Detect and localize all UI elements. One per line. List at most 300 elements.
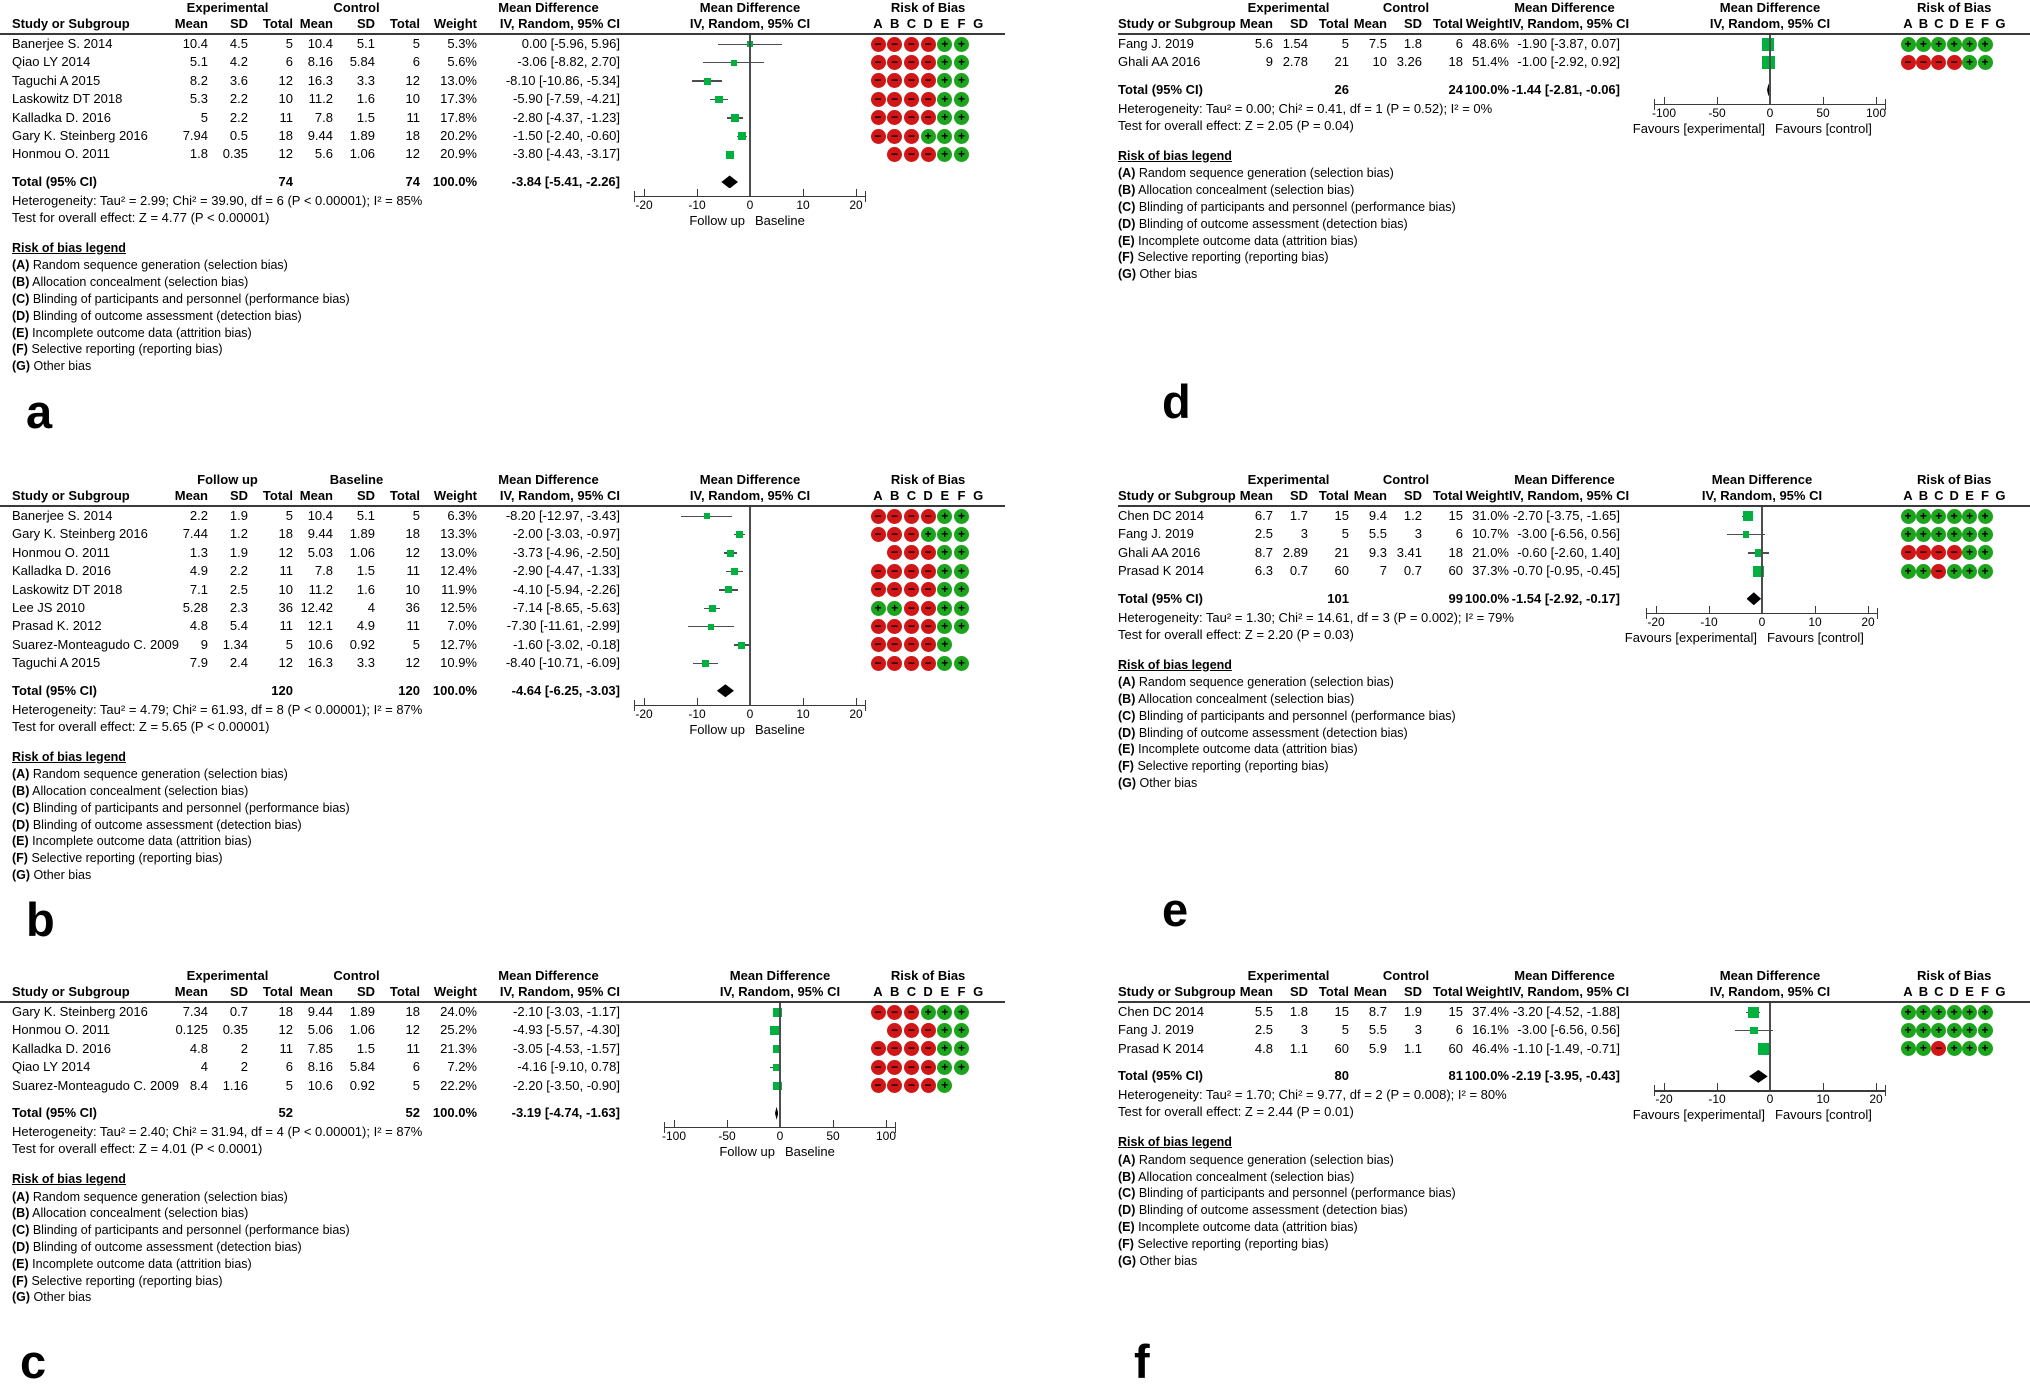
experimental-group-header: Follow up bbox=[197, 472, 258, 487]
rob-column-letter-F: F bbox=[1981, 983, 1989, 999]
col-header-sd2: SD bbox=[356, 15, 375, 31]
rob-dot-E-low: + bbox=[937, 147, 952, 162]
x-axis-tick-label: 10 bbox=[1816, 1092, 1830, 1107]
md-ci-text: -4.10 [-5.94, -2.26] bbox=[513, 581, 620, 597]
heterogeneity-text: Heterogeneity: Tau² = 1.30; Chi² = 14.61, df = 3 (P = 0.002); I² = 79% bbox=[1118, 609, 1514, 625]
rob-dot-D-low: + bbox=[1947, 37, 1962, 52]
rob-legend-key: (D) bbox=[1118, 216, 1136, 231]
col-header-m1: Mean bbox=[174, 983, 208, 999]
ctl-mean: 12.42 bbox=[300, 600, 333, 615]
ctl-mean: 10.6 bbox=[307, 1077, 333, 1093]
col-header-t1: Total bbox=[262, 487, 293, 503]
rob-dot-E-low: + bbox=[937, 73, 952, 88]
effect-square bbox=[731, 568, 738, 575]
rob-dot-C-low: + bbox=[1931, 1005, 1946, 1020]
rob-dot-D-high: − bbox=[1947, 545, 1962, 560]
study-row bbox=[0, 109, 1005, 127]
ctl-sd: 1.5 bbox=[356, 563, 375, 579]
study-name: Fang J. 2019 bbox=[1118, 1022, 1194, 1038]
x-axis-tick bbox=[1815, 606, 1816, 613]
rob-column-letter-A: A bbox=[873, 983, 883, 999]
rob-column-letter-A: A bbox=[1903, 487, 1913, 503]
total-ctl-n: 24 bbox=[1448, 81, 1463, 97]
exp-mean: 5.6 bbox=[1254, 36, 1273, 51]
rob-column-letter-F: F bbox=[957, 487, 966, 503]
md-ci-text: -1.00 [-2.92, 0.92] bbox=[1517, 54, 1620, 70]
rob-dot-D-low: + bbox=[1947, 1041, 1962, 1056]
exp-total: 11 bbox=[279, 563, 293, 579]
study-name: Qiao LY 2014 bbox=[12, 54, 91, 70]
rob-header: Risk of Bias bbox=[890, 968, 966, 983]
rob-legend-item: (G) Other bias bbox=[12, 1290, 92, 1305]
rob-legend-key: (A) bbox=[12, 1189, 30, 1204]
rob-dot-B-high: − bbox=[887, 582, 902, 597]
md-ci-text: -7.14 [-8.65, -5.63] bbox=[513, 600, 620, 615]
md-ci-text: -3.20 [-4.52, -1.88] bbox=[1513, 1004, 1620, 1019]
exp-sd: 2.3 bbox=[229, 600, 248, 615]
x-axis-tick bbox=[1664, 1083, 1665, 1090]
rob-dot-F-low: + bbox=[954, 92, 969, 107]
md-ci-text: -8.10 [-10.86, -5.34] bbox=[505, 72, 620, 88]
md-ci-text: -2.70 [-3.75, -1.65] bbox=[1513, 508, 1620, 523]
weight-value: 13.3% bbox=[440, 526, 477, 542]
rob-dot-F-low: + bbox=[954, 1023, 969, 1038]
study-name: Ghali AA 2016 bbox=[1118, 54, 1201, 70]
weight-value: 20.2% bbox=[440, 128, 477, 143]
study-name: Banerjee S. 2014 bbox=[12, 36, 113, 51]
rob-column-letter-E: E bbox=[940, 983, 950, 999]
axis-caption-left: Favours [experimental] bbox=[1624, 629, 1757, 645]
rob-dot-D-high: − bbox=[921, 55, 936, 70]
effect-square bbox=[1762, 38, 1775, 51]
rob-dot-D-high: − bbox=[921, 1060, 936, 1075]
ctl-sd: 1.6 bbox=[356, 91, 375, 107]
rob-column-letter-C: C bbox=[1934, 487, 1944, 503]
study-column-header: Study or Subgroup bbox=[1118, 15, 1236, 31]
col-header-t1: Total bbox=[1318, 487, 1349, 503]
rob-legend-item: (D) Blinding of outcome assessment (detection bias) bbox=[1118, 725, 1408, 740]
x-axis-tick-label: -10 bbox=[1708, 1092, 1726, 1107]
md-column-header-line2: IV, Random, 95% CI bbox=[499, 15, 620, 31]
x-axis-tick bbox=[697, 189, 698, 196]
exp-total: 21 bbox=[1334, 544, 1349, 560]
exp-mean: 4.8 bbox=[189, 1040, 208, 1056]
ctl-sd: 1.89 bbox=[349, 128, 375, 143]
rob-dot-A-high: − bbox=[871, 619, 886, 634]
experimental-group-header: Experimental bbox=[186, 0, 269, 15]
rob-column-letter-B: B bbox=[1918, 15, 1929, 31]
rob-dot-F-low: + bbox=[954, 545, 969, 560]
rob-column-letter-E: E bbox=[1965, 15, 1974, 31]
exp-mean: 8.2 bbox=[189, 72, 208, 88]
rob-legend-item: (D) Blinding of outcome assessment (detection bias) bbox=[12, 1239, 302, 1254]
ctl-mean: 5.03 bbox=[307, 544, 333, 560]
md-column-header-line2: IV, Random, 95% CI bbox=[1509, 15, 1630, 31]
total-weight: 100.0% bbox=[1464, 1068, 1509, 1084]
exp-sd: 2.78 bbox=[1282, 54, 1308, 70]
total-md-ci-text: -2.19 [-3.95, -0.43] bbox=[1511, 1068, 1620, 1084]
exp-sd: 1.9 bbox=[229, 508, 248, 523]
ctl-sd: 3.3 bbox=[356, 655, 375, 671]
rob-dot-B-low: + bbox=[1916, 527, 1931, 542]
rob-dot-A-low: + bbox=[1901, 564, 1916, 579]
ctl-total: 6 bbox=[412, 1059, 420, 1075]
col-header-m2: Mean bbox=[299, 15, 333, 31]
rob-dot-F-low: + bbox=[1978, 545, 1993, 560]
rob-legend-key: (D) bbox=[1118, 1203, 1136, 1218]
rob-legend-key: (G) bbox=[12, 867, 31, 882]
exp-mean: 5.28 bbox=[182, 600, 208, 615]
ctl-total: 18 bbox=[405, 526, 420, 542]
study-row bbox=[0, 636, 1005, 654]
rob-dot-D-high: − bbox=[921, 637, 936, 652]
effect-square bbox=[738, 132, 746, 140]
weight-value: 5.3% bbox=[447, 36, 477, 51]
study-row bbox=[0, 544, 1005, 562]
study-name: Gary K. Steinberg 2016 bbox=[12, 128, 148, 143]
effect-square bbox=[773, 1008, 782, 1017]
exp-mean: 5.3 bbox=[189, 91, 208, 107]
exp-mean: 2.5 bbox=[1254, 1022, 1273, 1038]
ctl-total: 11 bbox=[406, 1040, 420, 1056]
exp-mean: 8.7 bbox=[1254, 544, 1273, 560]
rob-dot-D-high: − bbox=[921, 619, 936, 634]
ctl-total: 12 bbox=[405, 72, 420, 88]
rob-column-letter-C: C bbox=[1934, 15, 1944, 31]
ctl-mean: 8.16 bbox=[307, 1059, 333, 1075]
x-axis-tick-label: 20 bbox=[849, 706, 863, 721]
rob-dot-C-high: − bbox=[904, 527, 919, 542]
ctl-sd: 1.06 bbox=[349, 544, 375, 560]
rob-column-letter-F: F bbox=[1981, 15, 1989, 31]
col-header-t2: Total bbox=[389, 487, 420, 503]
x-axis-tick bbox=[803, 698, 804, 705]
exp-mean: 2.2 bbox=[189, 508, 208, 523]
exp-mean: 2.5 bbox=[1254, 526, 1273, 542]
study-row bbox=[0, 1077, 1005, 1095]
rob-dot-A-low: + bbox=[1901, 1023, 1916, 1038]
effect-square bbox=[770, 1026, 779, 1035]
rob-dot-C-high: − bbox=[904, 37, 919, 52]
weight-value: 12.5% bbox=[440, 600, 477, 615]
x-axis-tick bbox=[1868, 606, 1869, 613]
x-axis-tick-label: -20 bbox=[635, 197, 653, 212]
rob-legend-key: (B) bbox=[1118, 1169, 1136, 1184]
rob-legend-item: (B) Allocation concealment (selection bias) bbox=[12, 783, 249, 798]
rob-dot-B-high: − bbox=[887, 73, 902, 88]
axis-caption-right: Baseline bbox=[785, 1144, 835, 1159]
total-row bbox=[0, 682, 1005, 700]
weight-value: 10.9% bbox=[440, 655, 477, 671]
exp-total: 10 bbox=[278, 91, 293, 107]
ctl-sd: 5.84 bbox=[349, 1059, 375, 1075]
rob-dot-B-low: + bbox=[1916, 37, 1931, 52]
study-row bbox=[0, 525, 1005, 543]
rob-dot-F-low: + bbox=[954, 73, 969, 88]
rob-column-letter-F: F bbox=[957, 15, 966, 31]
exp-mean: 7.34 bbox=[182, 1004, 208, 1019]
total-ctl-n: 81 bbox=[1448, 1068, 1463, 1084]
effect-square bbox=[726, 151, 734, 159]
x-axis-tick-label: 50 bbox=[1816, 105, 1830, 120]
exp-total: 12 bbox=[278, 544, 293, 560]
heterogeneity-text: Heterogeneity: Tau² = 2.99; Chi² = 39.90, df = 6 (P < 0.00001); I² = 85% bbox=[12, 192, 423, 208]
rob-column-letter-C: C bbox=[906, 487, 917, 503]
rob-legend-item: (D) Blinding of outcome assessment (detection bias) bbox=[1118, 216, 1408, 231]
rob-dot-C-high: − bbox=[904, 601, 919, 616]
md-ci-text: -3.80 [-4.43, -3.17] bbox=[513, 146, 620, 162]
ctl-total: 5 bbox=[412, 636, 420, 652]
rob-column-letter-E: E bbox=[1965, 983, 1974, 999]
md-ci-text: -0.60 [-2.60, 1.40] bbox=[1517, 544, 1620, 560]
ctl-mean: 5.6 bbox=[314, 146, 333, 162]
study-row bbox=[0, 35, 1005, 53]
ctl-mean: 7.5 bbox=[1368, 36, 1387, 51]
rob-legend-item: (B) Allocation concealment (selection bias) bbox=[1118, 691, 1355, 706]
col-header-sd1: SD bbox=[1289, 983, 1308, 999]
md-ci-text: -5.90 [-7.59, -4.21] bbox=[513, 91, 620, 107]
total-exp-n: 26 bbox=[1334, 81, 1349, 97]
col-header-t2: Total bbox=[1432, 15, 1463, 31]
rob-dot-A-low: + bbox=[1901, 1005, 1916, 1020]
exp-sd: 5.4 bbox=[229, 618, 248, 634]
zero-reference-line bbox=[779, 1003, 780, 1128]
rob-column-letter-B: B bbox=[889, 983, 900, 999]
rob-legend-item: (B) Allocation concealment (selection bias) bbox=[1118, 183, 1355, 198]
md-column-header-line2: IV, Random, 95% CI bbox=[1509, 983, 1630, 999]
col-header-t2: Total bbox=[1432, 983, 1463, 999]
rob-dot-E-low: + bbox=[937, 55, 952, 70]
rob-legend-key: (D) bbox=[12, 817, 30, 832]
md-column-header-line1: Mean Difference bbox=[1514, 968, 1615, 983]
rob-dot-B-high: − bbox=[887, 637, 902, 652]
experimental-group-header: Experimental bbox=[1247, 968, 1330, 983]
rob-dot-A-high: − bbox=[871, 110, 886, 125]
exp-mean: 9 bbox=[1265, 54, 1273, 70]
rob-legend-item: (E) Incomplete outcome data (attrition bias) bbox=[12, 834, 252, 849]
effect-square bbox=[709, 605, 716, 612]
rob-dot-F-low: + bbox=[1978, 1005, 1993, 1020]
ctl-mean: 5.06 bbox=[307, 1022, 333, 1038]
study-row bbox=[0, 617, 1005, 635]
weight-value: 13.0% bbox=[440, 72, 477, 88]
rob-dot-C-high: − bbox=[904, 619, 919, 634]
rob-dot-A-high: − bbox=[871, 564, 886, 579]
x-axis-tick-label: -100 bbox=[661, 1129, 687, 1143]
rob-dot-F-low: + bbox=[954, 619, 969, 634]
rob-dot-A-high: − bbox=[1901, 55, 1916, 70]
total-row bbox=[0, 173, 1005, 191]
exp-sd: 1.8 bbox=[1289, 1004, 1308, 1019]
md-ci-text: 0.00 [-5.96, 5.96] bbox=[521, 36, 620, 51]
rob-legend-item: (B) Allocation concealment (selection bias) bbox=[1118, 1169, 1355, 1184]
exp-total: 10 bbox=[278, 581, 293, 597]
ctl-mean: 9.4 bbox=[1368, 508, 1387, 523]
x-axis-tick bbox=[1664, 97, 1665, 104]
ctl-mean: 11.2 bbox=[308, 581, 333, 597]
rob-legend-item: (F) Selective reporting (reporting bias) bbox=[1118, 250, 1329, 265]
rob-dot-E-low: + bbox=[937, 37, 952, 52]
exp-total: 18 bbox=[278, 526, 293, 542]
exp-total: 60 bbox=[1334, 563, 1349, 579]
ctl-total: 6 bbox=[1455, 36, 1463, 51]
x-axis-tick bbox=[886, 1120, 887, 1127]
rob-dot-F-low: + bbox=[954, 55, 969, 70]
col-header-sd1: SD bbox=[1289, 15, 1308, 31]
rob-column-letter-C: C bbox=[906, 15, 917, 31]
rob-dot-E-low: + bbox=[937, 637, 952, 652]
rob-dot-A-low: + bbox=[1901, 37, 1916, 52]
exp-total: 5 bbox=[285, 508, 293, 523]
rob-legend-item: (A) Random sequence generation (selection bias) bbox=[1118, 1152, 1394, 1167]
weight-value: 12.4% bbox=[440, 563, 477, 579]
rob-column-letter-C: C bbox=[1934, 983, 1944, 999]
rob-dot-B-high: − bbox=[887, 55, 902, 70]
rob-dot-F-low: + bbox=[1978, 527, 1993, 542]
rob-legend-key: (E) bbox=[1118, 742, 1135, 757]
exp-sd: 1.1 bbox=[1289, 1040, 1308, 1056]
rob-legend-item: (D) Blinding of outcome assessment (detection bias) bbox=[1118, 1203, 1408, 1218]
rob-dot-B-low: + bbox=[1916, 509, 1931, 524]
rob-column-letter-E: E bbox=[940, 15, 950, 31]
rob-column-letter-D: D bbox=[923, 983, 933, 999]
axis-caption-right: Baseline bbox=[755, 721, 805, 737]
col-header-sd1: SD bbox=[229, 983, 248, 999]
md-ci-text: -2.10 [-3.03, -1.17] bbox=[513, 1004, 620, 1019]
md-column-header-line2: IV, Random, 95% CI bbox=[1509, 487, 1630, 503]
x-axis-tick-label: 100 bbox=[1865, 105, 1887, 120]
overall-effect-text: Test for overall effect: Z = 2.20 (P = 0.03) bbox=[1118, 626, 1354, 642]
rob-dot-C-high: − bbox=[904, 55, 919, 70]
rob-header: Risk of Bias bbox=[1916, 0, 1992, 15]
rob-dot-C-high: − bbox=[904, 564, 919, 579]
study-name: Lee JS 2010 bbox=[12, 600, 86, 615]
exp-total: 18 bbox=[278, 128, 293, 143]
rob-legend-title: Risk of bias legend bbox=[12, 749, 126, 764]
md-ci-text: -1.90 [-3.87, 0.07] bbox=[1517, 36, 1620, 51]
exp-total: 15 bbox=[1334, 1004, 1349, 1019]
study-name: Qiao LY 2014 bbox=[12, 1059, 91, 1075]
rob-dot-D-high: − bbox=[921, 1041, 936, 1056]
ctl-mean: 7 bbox=[1379, 563, 1387, 579]
rob-column-letter-A: A bbox=[873, 15, 883, 31]
rob-legend-title: Risk of bias legend bbox=[1118, 657, 1232, 672]
ctl-total: 12 bbox=[405, 1022, 420, 1038]
summary-diamond bbox=[1747, 592, 1762, 605]
x-axis-tick bbox=[856, 189, 857, 196]
rob-legend-key: (C) bbox=[1118, 199, 1136, 214]
forest-panel-a bbox=[0, 0, 1005, 470]
exp-sd: 1.2 bbox=[229, 526, 248, 542]
ctl-sd: 1.5 bbox=[356, 109, 375, 125]
md-ci-text: -2.20 [-3.50, -0.90] bbox=[513, 1077, 620, 1093]
rob-dot-F-low: + bbox=[1978, 55, 1993, 70]
ctl-sd: 3 bbox=[1414, 1022, 1422, 1038]
rob-legend-key: (C) bbox=[12, 291, 30, 306]
md-column-header-line1: Mean Difference bbox=[1514, 0, 1615, 15]
rob-legend-title: Risk of bias legend bbox=[12, 240, 126, 255]
rob-dot-F-low: + bbox=[1978, 1041, 1993, 1056]
rob-dot-C-low: + bbox=[1931, 37, 1946, 52]
md-ci-text: -2.80 [-4.37, -1.23] bbox=[513, 109, 620, 125]
plot-header-line2: IV, Random, 95% CI bbox=[689, 15, 811, 31]
x-axis-tick bbox=[1876, 97, 1877, 104]
rob-dot-F-low: + bbox=[954, 37, 969, 52]
exp-total: 5 bbox=[1341, 36, 1349, 51]
exp-sd: 4.5 bbox=[229, 36, 248, 51]
rob-legend-key: (F) bbox=[1118, 759, 1134, 774]
heterogeneity-text: Heterogeneity: Tau² = 1.70; Chi² = 9.77, df = 2 (P = 0.008); I² = 80% bbox=[1118, 1087, 1507, 1103]
overall-effect-text: Test for overall effect: Z = 2.05 (P = 0.04) bbox=[1118, 117, 1354, 133]
rob-dot-E-low: + bbox=[937, 1060, 952, 1075]
ctl-sd: 4 bbox=[367, 600, 375, 615]
zero-reference-line bbox=[1769, 1003, 1770, 1091]
control-group-header: Control bbox=[1382, 472, 1430, 487]
md-ci-text: -2.00 [-3.03, -0.97] bbox=[513, 526, 620, 542]
md-column-header-line1: Mean Difference bbox=[498, 472, 599, 487]
col-header-t2: Total bbox=[1432, 487, 1463, 503]
rob-dot-E-low: + bbox=[1962, 55, 1977, 70]
ctl-total: 11 bbox=[406, 618, 420, 634]
total-md-ci-text: -3.19 [-4.74, -1.63] bbox=[511, 1105, 620, 1120]
exp-sd: 2.2 bbox=[229, 563, 248, 579]
study-row bbox=[0, 581, 1005, 599]
rob-dot-C-high: − bbox=[904, 110, 919, 125]
rob-column-letter-B: B bbox=[1918, 983, 1929, 999]
rob-legend-item: (G) Other bias bbox=[1118, 267, 1198, 282]
study-row bbox=[0, 599, 1005, 617]
exp-sd: 0.7 bbox=[229, 1004, 248, 1019]
study-row bbox=[1118, 544, 2030, 562]
study-name: Prasad K. 2012 bbox=[12, 618, 102, 634]
total-row bbox=[1118, 590, 2030, 608]
col-header-sd2: SD bbox=[356, 983, 375, 999]
total-row bbox=[1118, 81, 2030, 99]
heterogeneity-text: Heterogeneity: Tau² = 4.79; Chi² = 61.93, df = 8 (P < 0.00001); I² = 87% bbox=[12, 701, 423, 717]
rob-column-letter-E: E bbox=[940, 487, 950, 503]
rob-dot-E-low: + bbox=[937, 656, 952, 671]
rob-dot-D-low: + bbox=[921, 527, 936, 542]
rob-dot-D-low: + bbox=[921, 1005, 936, 1020]
rob-dot-C-high: − bbox=[904, 545, 919, 560]
rob-legend-title: Risk of bias legend bbox=[12, 1172, 126, 1186]
ctl-total: 6 bbox=[412, 54, 420, 70]
x-axis-tick-label: 10 bbox=[796, 197, 810, 212]
rob-dot-F-low: + bbox=[954, 509, 969, 524]
rob-dot-B-low: + bbox=[887, 601, 902, 616]
effect-square bbox=[773, 1064, 779, 1070]
study-name: Suarez-Monteagudo C. 2009 bbox=[12, 1077, 179, 1093]
rob-dot-D-high: − bbox=[921, 582, 936, 597]
exp-sd: 3.6 bbox=[229, 72, 248, 88]
axis-caption-left: Favours [experimental] bbox=[1632, 120, 1765, 136]
ctl-total: 10 bbox=[405, 581, 420, 597]
rob-dot-E-low: + bbox=[937, 619, 952, 634]
md-ci-text: -3.06 [-8.82, 2.70] bbox=[517, 54, 620, 70]
rob-legend-item: (B) Allocation concealment (selection bias) bbox=[12, 275, 249, 290]
ctl-mean: 16.3 bbox=[307, 655, 333, 671]
rob-dot-B-high: − bbox=[887, 92, 902, 107]
control-group-header: Control bbox=[333, 0, 380, 15]
ctl-mean: 9.44 bbox=[307, 1004, 333, 1019]
rob-legend-item: (F) Selective reporting (reporting bias) bbox=[1118, 1236, 1329, 1251]
exp-mean: 7.1 bbox=[189, 581, 208, 597]
study-column-header: Study or Subgroup bbox=[12, 487, 130, 503]
total-row bbox=[0, 1104, 1005, 1122]
rob-legend-item: (G) Other bias bbox=[1118, 1253, 1198, 1268]
rob-header: Risk of Bias bbox=[1916, 472, 1992, 487]
overall-effect-text: Test for overall effect: Z = 2.44 (P = 0.01) bbox=[1118, 1104, 1354, 1120]
